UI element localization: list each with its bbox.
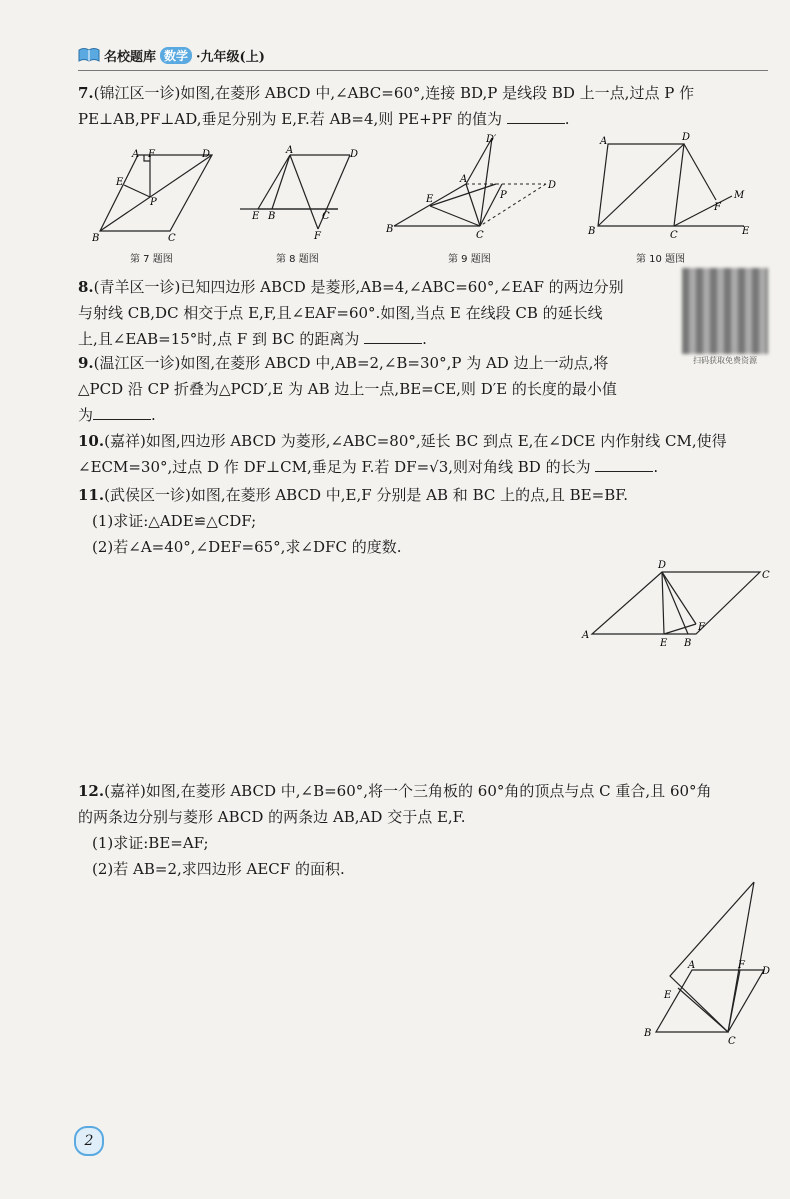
svg-text:F: F: [698, 622, 705, 633]
grade-label: ·九年级(上): [196, 49, 265, 65]
question-text: 上,且∠EAB=15°时,点 F 到 BC 的距离为: [78, 330, 360, 348]
svg-text:B: B: [386, 224, 394, 235]
svg-text:A: A: [460, 174, 468, 185]
question-text: (武侯区一诊)如图,在菱形 ABCD 中,E,F 分别是 AB 和 BC 上的点,且 BE=BF.: [104, 486, 629, 504]
question-number: 10.: [78, 432, 105, 450]
question-text: ∠ECM=30°,过点 D 作 DF⊥CM,垂足为 F.若 DF=√3,则对角线 BD 的长为: [78, 458, 591, 476]
question-number: 8.: [78, 278, 94, 296]
question-text: (嘉祥)如图,四边形 ABCD 为菱形,∠ABC=80°,延长 BC 到点 E,在∠DCE 内作射线 CM,使得: [104, 432, 727, 450]
question-9: [78, 350, 617, 428]
page-number: 2: [74, 1126, 104, 1156]
question-text: 的两条边分别与菱形 ABCD 的两条边 AB,AD 交于点 E,F.: [78, 808, 466, 826]
svg-text:D′: D′: [486, 134, 497, 145]
question-text: (青羊区一诊)已知四边形 ABCD 是菱形,AB=4,∠ABC=60°,∠EAF 的两边分别: [93, 278, 624, 296]
svg-text:C: C: [322, 211, 330, 222]
question-12: [78, 778, 712, 882]
svg-text:B: B: [684, 638, 692, 649]
svg-text:P: P: [500, 190, 507, 201]
svg-text:D: D: [548, 180, 557, 191]
question-number: 11.: [78, 486, 105, 504]
question-text: △PCD 沿 CP 折叠为△PCD′,E 为 AB 边上一点,BE=CE,则 D′E 的长度的最小值: [78, 380, 617, 398]
punctuation: .: [564, 110, 570, 128]
punctuation: .: [653, 458, 659, 476]
svg-text:A: A: [688, 960, 696, 971]
svg-text:D: D: [202, 149, 211, 160]
header-divider: [78, 70, 768, 71]
svg-text:E: E: [664, 990, 672, 1001]
question-number: 9.: [78, 354, 94, 372]
question-part-2: (2)若∠A=40°,∠DEF=65°,求∠DFC 的度数.: [92, 538, 402, 556]
qr-label: 扫码获取免费资源: [693, 356, 757, 365]
qr-code[interactable]: [682, 268, 768, 354]
question-8: [78, 274, 678, 352]
answer-blank[interactable]: [595, 457, 653, 472]
question-text: PE⊥AB,PF⊥AD,垂足分别为 E,F.若 AB=4,则 PE+PF 的值为: [78, 110, 502, 128]
svg-text:E: E: [252, 211, 260, 222]
figure-7: [92, 145, 220, 249]
question-7: [78, 80, 694, 132]
svg-text:B: B: [268, 211, 276, 222]
svg-text:E: E: [742, 226, 750, 237]
question-part-1: (1)求证:△ADE≌△CDF;: [92, 512, 257, 530]
answer-blank[interactable]: [93, 405, 151, 420]
svg-text:D: D: [682, 132, 691, 143]
svg-text:F: F: [314, 231, 321, 242]
svg-text:D: D: [658, 560, 667, 571]
svg-text:A: A: [582, 630, 590, 641]
answer-blank[interactable]: [364, 329, 422, 344]
svg-text:C: C: [476, 230, 484, 241]
svg-text:A: A: [286, 145, 294, 156]
brand-name: 名校题库: [104, 49, 157, 65]
svg-text:A: A: [132, 149, 140, 160]
svg-text:M: M: [734, 190, 745, 201]
svg-text:F: F: [738, 960, 745, 971]
answer-blank[interactable]: [507, 109, 565, 124]
svg-text:E: E: [660, 638, 668, 649]
question-text: (嘉祥)如图,在菱形 ABCD 中,∠B=60°,将一个三角板的 60°角的顶点与点 C 重合,且 60°角: [104, 782, 712, 800]
svg-text:F: F: [148, 149, 155, 160]
question-number: 7.: [78, 84, 94, 102]
figure-12: [640, 878, 780, 1052]
svg-text:D: D: [350, 149, 359, 160]
svg-text:B: B: [588, 226, 596, 237]
punctuation: .: [151, 406, 156, 424]
question-text: 与射线 CB,DC 相交于点 E,F,且∠EAF=60°.如图,当点 E 在线段 CB 的延长线: [78, 304, 603, 322]
page-header: [78, 42, 265, 68]
book-logo-icon: [78, 47, 100, 63]
question-11: [78, 482, 628, 560]
figure-8: [238, 145, 366, 249]
svg-text:E: E: [116, 177, 124, 188]
svg-text:A: A: [600, 136, 608, 147]
figure-caption: 第 8 题图: [276, 254, 319, 265]
svg-text:P: P: [150, 197, 157, 208]
figure-9: [386, 132, 558, 248]
question-text: (温江区一诊)如图,在菱形 ABCD 中,AB=2,∠B=30°,P 为 AD 边上一动点,将: [93, 354, 609, 372]
svg-text:D: D: [762, 966, 771, 977]
svg-text:C: C: [670, 230, 678, 241]
svg-text:B: B: [92, 233, 100, 244]
subject-badge: 数学: [160, 47, 192, 64]
question-text: (锦江区一诊)如图,在菱形 ABCD 中,∠ABC=60°,连接 BD,P 是线段 BD 上一点,过点 P 作: [93, 84, 695, 102]
figure-caption: 第 9 题图: [448, 254, 491, 265]
svg-text:C: C: [762, 570, 770, 581]
figure-caption: 第 7 题图: [130, 254, 173, 265]
figure-caption: 第 10 题图: [636, 254, 686, 265]
punctuation: .: [422, 330, 427, 348]
question-part-2: (2)若 AB=2,求四边形 AECF 的面积.: [92, 860, 345, 878]
figure-11: [578, 560, 778, 658]
figure-10: [584, 130, 754, 246]
svg-text:C: C: [168, 233, 176, 244]
question-10: [78, 428, 727, 480]
question-part-1: (1)求证:BE=AF;: [92, 834, 209, 852]
svg-text:E: E: [426, 194, 434, 205]
svg-text:B: B: [644, 1028, 652, 1039]
question-text: 为: [78, 406, 94, 424]
question-number: 12.: [78, 782, 105, 800]
svg-text:C: C: [728, 1036, 736, 1047]
svg-text:F: F: [714, 202, 721, 213]
